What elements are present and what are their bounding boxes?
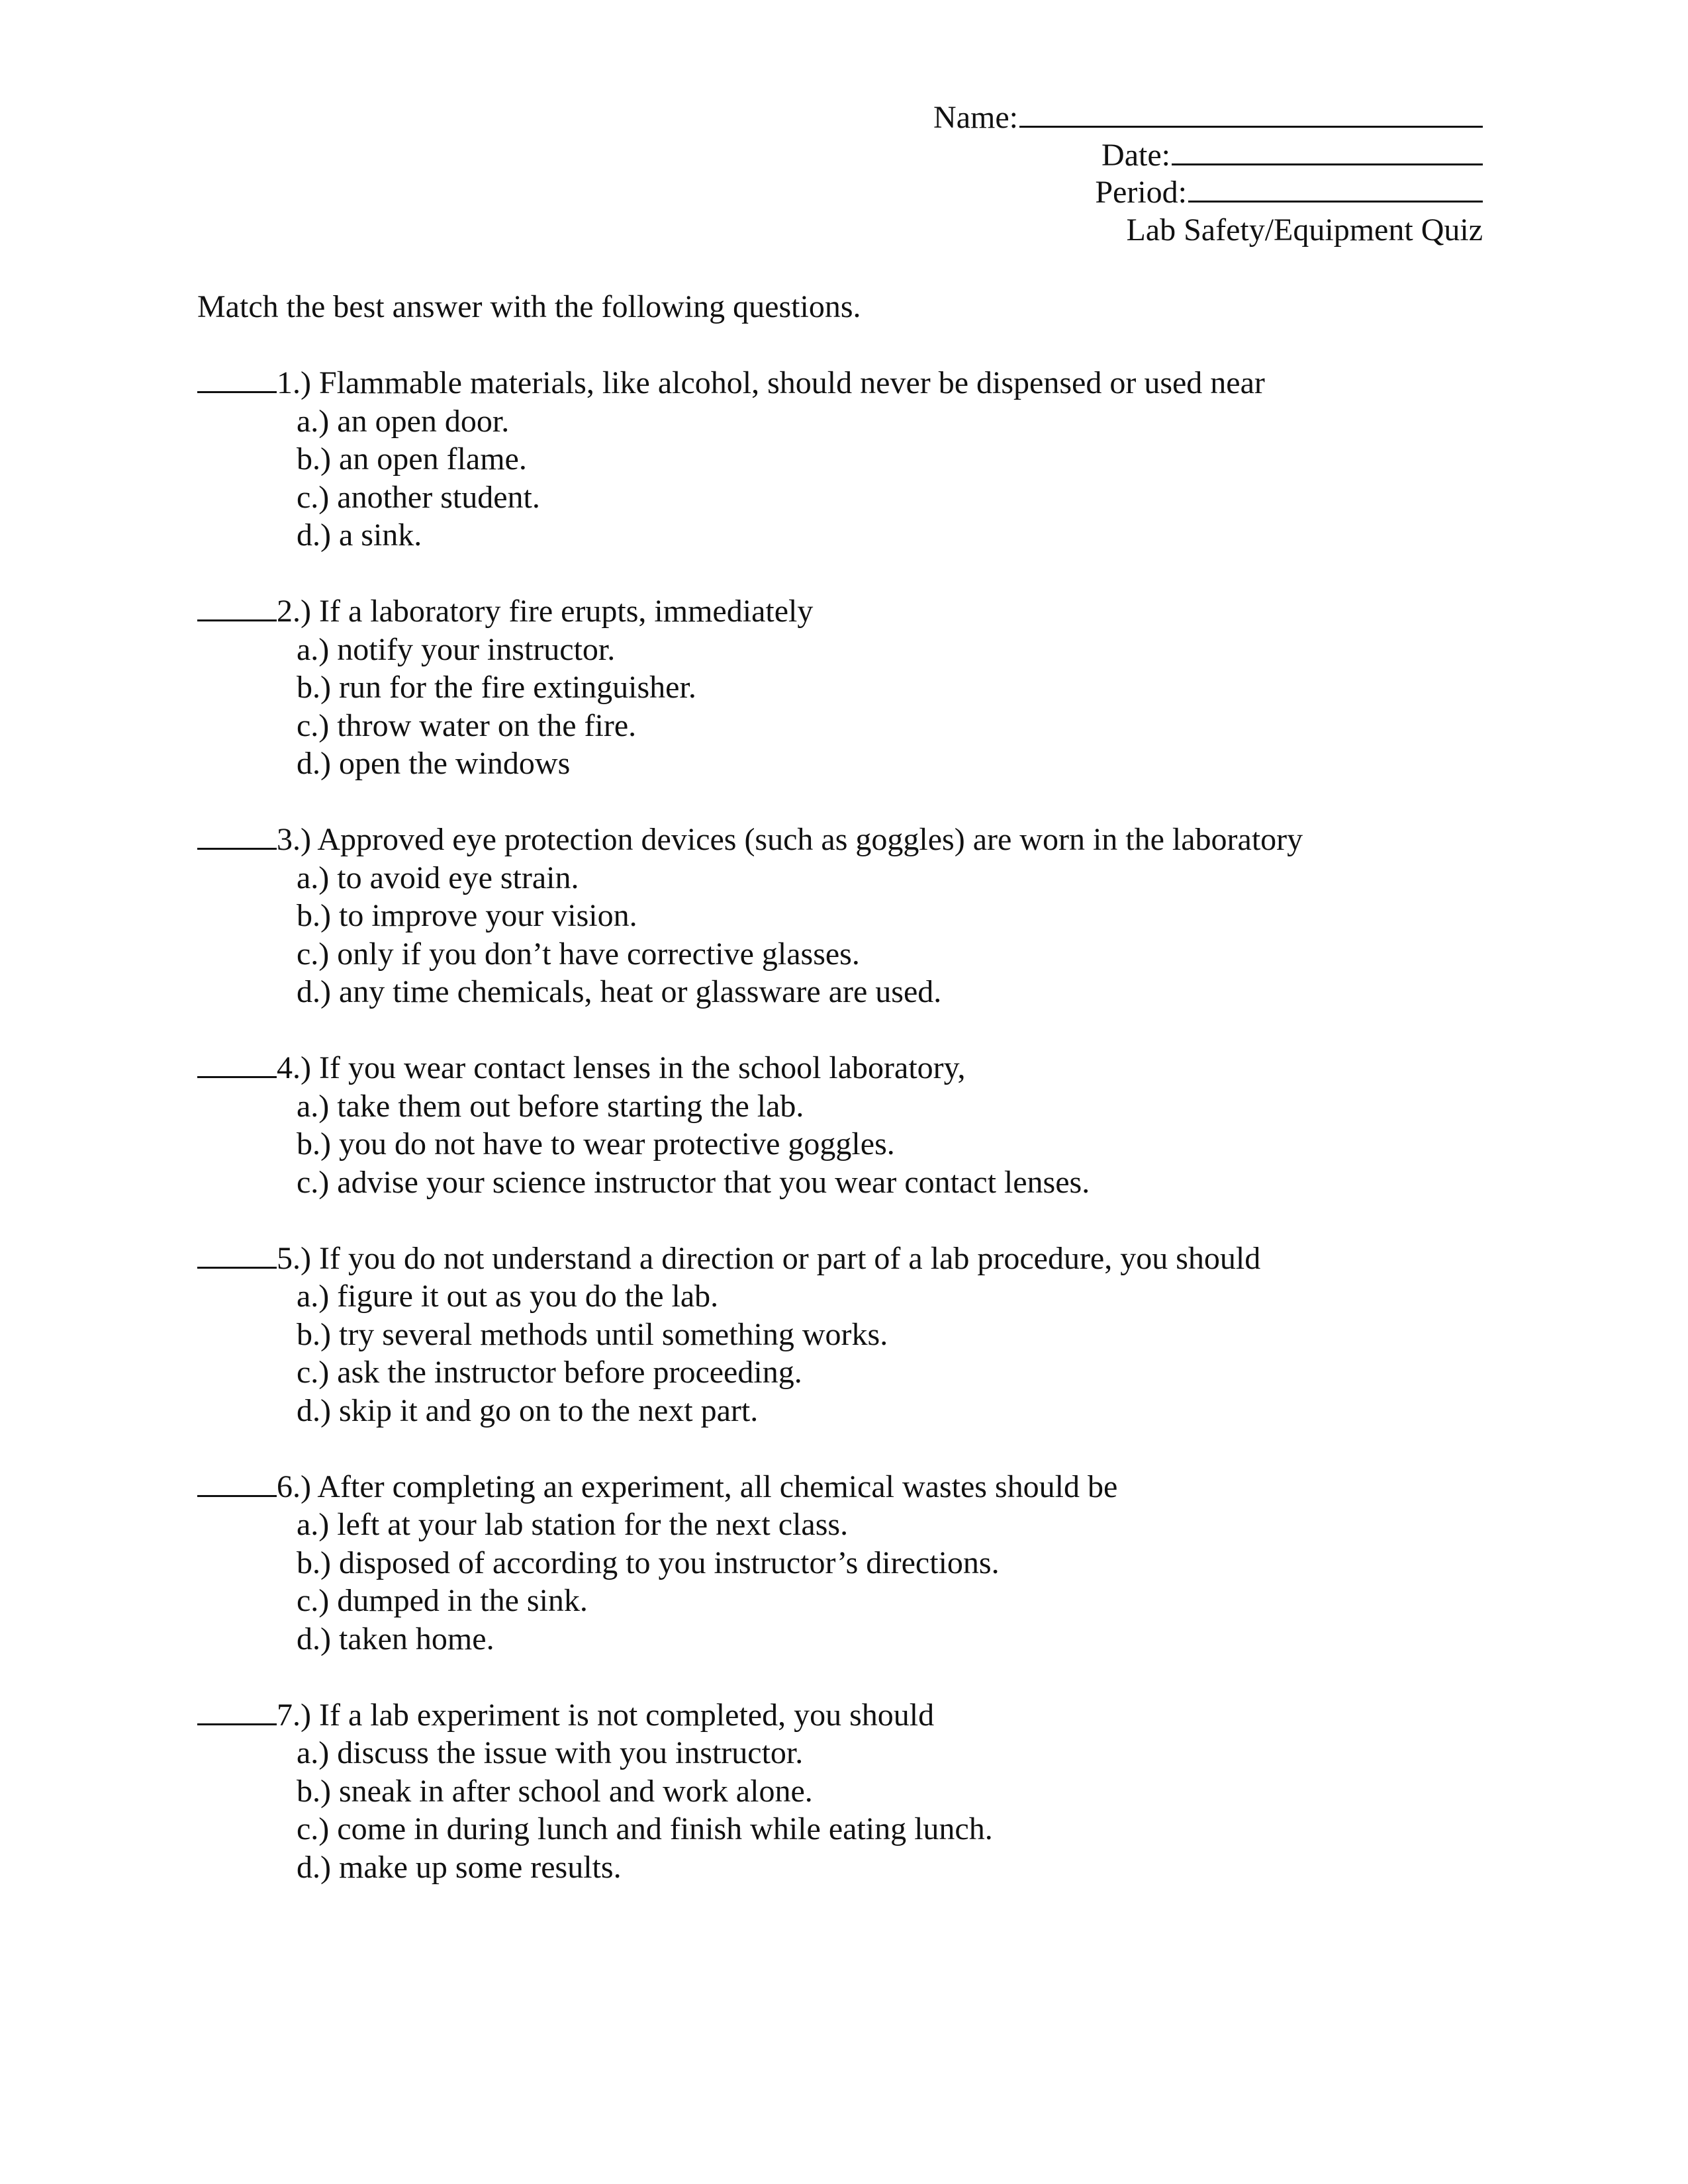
question-stem [197,1049,1521,1087]
choice-a: a.) notify your instructor. [297,631,616,667]
question-1 [197,364,1521,555]
choice-b: b.) disposed of according to you instructor’s directions. [297,1545,1000,1580]
name-field[interactable] [933,99,1483,137]
choice-b: b.) an open flame. [297,441,527,477]
question-4 [197,1049,1521,1201]
choice-a: a.) left at your lab station for the next class. [297,1507,849,1542]
question-text: Approved eye protection devices (such as goggles) are worn in the laboratory [317,822,1303,857]
choice-d: d.) skip it and go on to the next part. [297,1392,759,1428]
answer-blank[interactable] [197,1051,277,1078]
question-text: If you wear contact lenses in the school laboratory, [318,1050,966,1085]
question-number: 3.) [277,822,311,857]
period-label: Period: [1095,175,1187,210]
question-number: 1.) [277,365,311,400]
choice-a: a.) an open door. [297,403,510,439]
question-text: If a lab experiment is not completed, you should [318,1697,935,1733]
question-stem [197,1696,1521,1735]
date-label: Date: [1102,137,1170,173]
period-field[interactable] [933,174,1483,212]
question-text: Flammable materials, like alcohol, should never be dispensed or used near [318,365,1265,400]
choice-c: c.) only if you don’t have corrective glasses. [297,936,860,972]
choice-d: d.) a sink. [297,518,422,553]
choice-c: c.) dumped in the sink. [297,1583,588,1618]
answer-blank[interactable] [197,1470,277,1497]
choice-c: c.) come in during lunch and finish while eating lunch. [297,1811,993,1846]
choice-b: b.) try several methods until something works. [297,1316,888,1352]
choice-d: d.) any time chemicals, heat or glassware are used. [297,974,942,1009]
question-stem [197,364,1521,402]
choice-b: b.) sneak in after school and work alone. [297,1773,813,1809]
question-7 [197,1696,1521,1887]
question-text: After completing an experiment, all chemical wastes should be [317,1469,1118,1504]
quiz-title: Lab Safety/Equipment Quiz [1126,212,1483,248]
instructions: Match the best answer with the following questions. [197,289,861,324]
question-list [197,364,1521,1925]
name-label: Name: [933,100,1018,135]
question-number: 2.) [277,594,311,629]
question-number: 6.) [277,1469,311,1504]
name-blank[interactable] [1019,101,1483,128]
question-6 [197,1468,1521,1659]
choice-a: a.) take them out before starting the lab. [297,1088,804,1124]
answer-blank[interactable] [197,823,277,850]
question-stem [197,1468,1521,1506]
answer-blank[interactable] [197,1698,277,1725]
question-text: If a laboratory fire erupts, immediately [318,594,814,629]
choice-b: b.) run for the fire extinguisher. [297,670,696,705]
question-3 [197,821,1521,1011]
choice-c: c.) ask the instructor before proceeding. [297,1355,802,1390]
question-stem [197,821,1521,859]
choice-b: b.) you do not have to wear protective goggles. [297,1126,895,1161]
choice-a: a.) figure it out as you do the lab. [297,1279,719,1314]
question-number: 4.) [277,1050,311,1085]
question-stem [197,592,1521,631]
choice-c: c.) throw water on the fire. [297,707,637,743]
choice-c: c.) another student. [297,479,540,515]
choice-a: a.) to avoid eye strain. [297,860,579,895]
answer-blank[interactable] [197,594,277,621]
question-5 [197,1240,1521,1430]
question-text: If you do not understand a direction or part of a lab procedure, you should [318,1240,1261,1276]
answer-blank[interactable] [197,366,277,393]
date-blank[interactable] [1172,138,1483,165]
question-2 [197,592,1521,783]
choice-a: a.) discuss the issue with you instructor. [297,1735,804,1770]
date-field[interactable] [933,137,1483,175]
period-blank[interactable] [1188,175,1483,203]
choice-b: b.) to improve your vision. [297,898,637,933]
question-number: 7.) [277,1697,311,1733]
choice-c: c.) advise your science instructor that you wear contact lenses. [297,1164,1090,1200]
question-stem [197,1240,1521,1278]
question-number: 5.) [277,1240,311,1276]
choice-d: d.) taken home. [297,1621,494,1657]
header-block [933,99,1483,249]
answer-blank[interactable] [197,1242,277,1269]
choice-d: d.) open the windows [297,746,571,781]
choice-d: d.) make up some results. [297,1849,622,1885]
